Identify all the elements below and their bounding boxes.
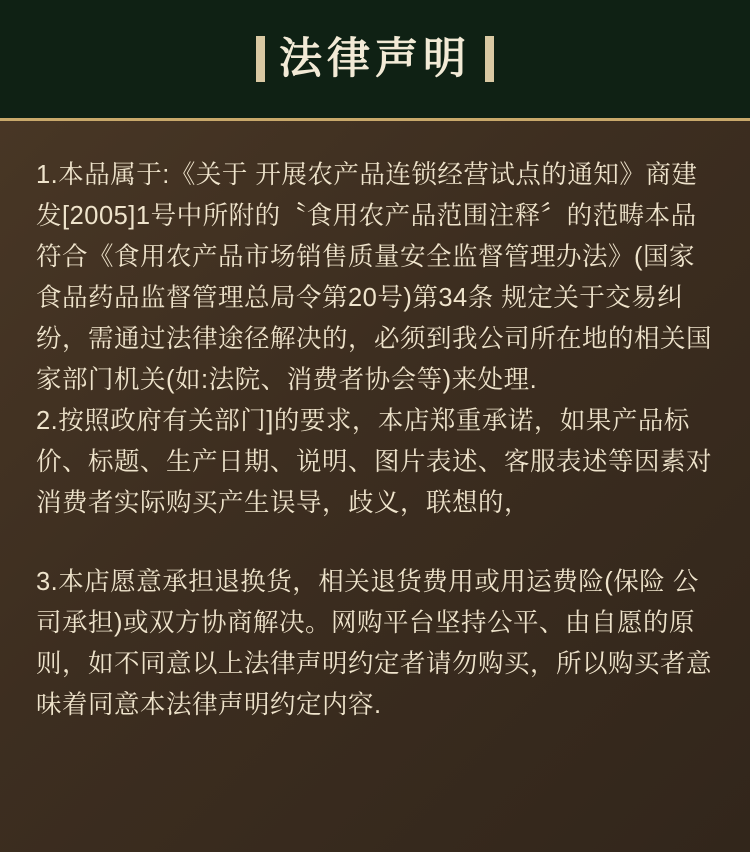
page-title: 法律声明: [279, 34, 471, 83]
legal-paragraph-1: 1.本品属于:《关于 开展农产品连锁经营试点的通知》商建发[2005]1号中所附的〝食用农产品范围注释〞的范畴本品符合《食用农产品市场销售质量安全监督管理办法》(国家食品药品监督管理总局令第20号)第34条 规定关于交易纠纷，需通过法律途径解决的，必须到我公司所在地的相关国家部门机关(如:法院、消费者协会等)来处理.: [36, 161, 713, 394]
legal-paragraph-3: 3.本店愿意承担退换货，相关退货费用或用运费险(保险 公司承担)或双方协商解决。网购平台坚持公平、由自愿的原则，如不同意以上法律声明约定者请勿购买，所以购买者意味着同意本法律声明约定内容.: [36, 568, 713, 719]
page-header: [0, 0, 750, 118]
title-right-bar-icon: [485, 36, 494, 82]
title-left-bar-icon: [256, 36, 265, 82]
title-group: [256, 36, 494, 82]
legal-paragraph-2: 2.按照政府有关部门]的要求，本店郑重承诺，如果产品标价、标题、生产日期、说明、图片表述、客服表述等因素对消费者实际购买产生误导，歧义，联想的，: [36, 407, 713, 517]
legal-content: [0, 121, 750, 726]
